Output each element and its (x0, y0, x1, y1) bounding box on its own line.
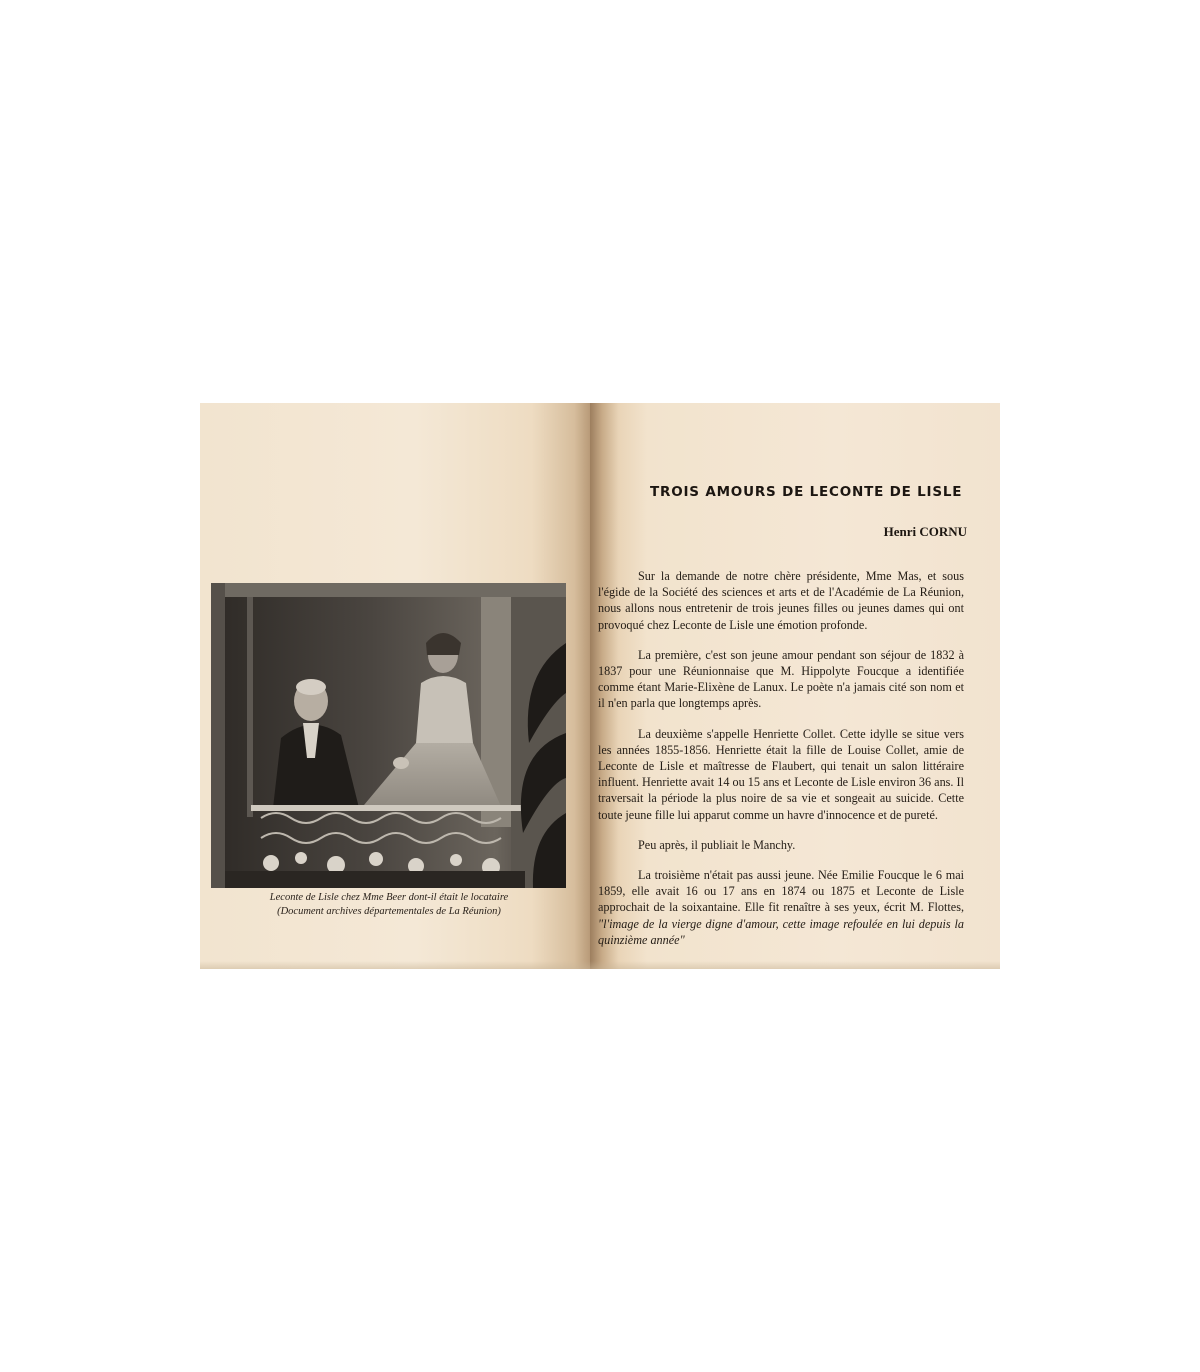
paragraph-5 (598, 867, 964, 948)
photograph (211, 583, 566, 888)
paragraph-5-quote: "l'image de la vierge digne d'amour, cette image refoulée en lui depuis la quinzième année" (598, 916, 964, 947)
caption-line-2: (Document archives départementales de La Réunion) (277, 906, 501, 917)
paragraph-4: Peu après, il publiait le Manchy. (638, 837, 796, 852)
photograph-illustration (211, 583, 566, 888)
left-page (200, 403, 590, 969)
article-author: Henri CORNU (883, 524, 967, 539)
page-bottom-shade (200, 961, 1000, 969)
right-page (590, 403, 1000, 969)
paragraph-3: La deuxième s'appelle Henriette Collet. Cette idylle se situe vers les années 1855-1856. Henriette était la fille de Louise Collet, amie de Leconte de Lisle et maîtresse de Flaubert, qui tenait un salon littéraire influent. Henriette avait 14 ou 15 ans et Leconte de Lisle environ 36 ans. Il traversait la période la plus noire de sa vie et songeait au suicide. Cette toute jeune fille lui apparut comme un havre d'innocence et de pureté. (598, 726, 964, 822)
article-body (598, 568, 964, 962)
paragraph-2: La première, c'est son jeune amour pendant son séjour de 1832 à 1837 pour une Réunionnaise que M. Hippolyte Foucque a identifiée comme étant Marie-Elixène de Lanux. Le poète n'a jamais cité son nom et il n'en parla que longtemps après. (598, 647, 964, 711)
paragraph-5-text: La troisième n'était pas aussi jeune. Née Emilie Foucque le 6 mai 1859, elle avait 16 ou 17 ans en 1874 ou 1875 et Leconte de Lisle approchait de la soixantaine. Elle fit renaître à ses yeux, écrit M. Flottes, (598, 868, 964, 915)
book-spread (200, 403, 1000, 969)
photo-caption (200, 891, 578, 919)
article-title: TROIS AMOURS DE LECONTE DE LISLE (650, 484, 963, 500)
caption-line-1: Leconte de Lisle chez Mme Beer dont-il était le locataire (269, 892, 509, 903)
paragraph-1: Sur la demande de notre chère présidente, Mme Mas, et sous l'égide de la Société des sciences et arts et de l'Académie de La Réunion, nous allons nous entretenir de trois jeunes filles ou jeunes dames qui ont provoqué chez Leconte de Lisle une émotion profonde. (598, 569, 964, 632)
